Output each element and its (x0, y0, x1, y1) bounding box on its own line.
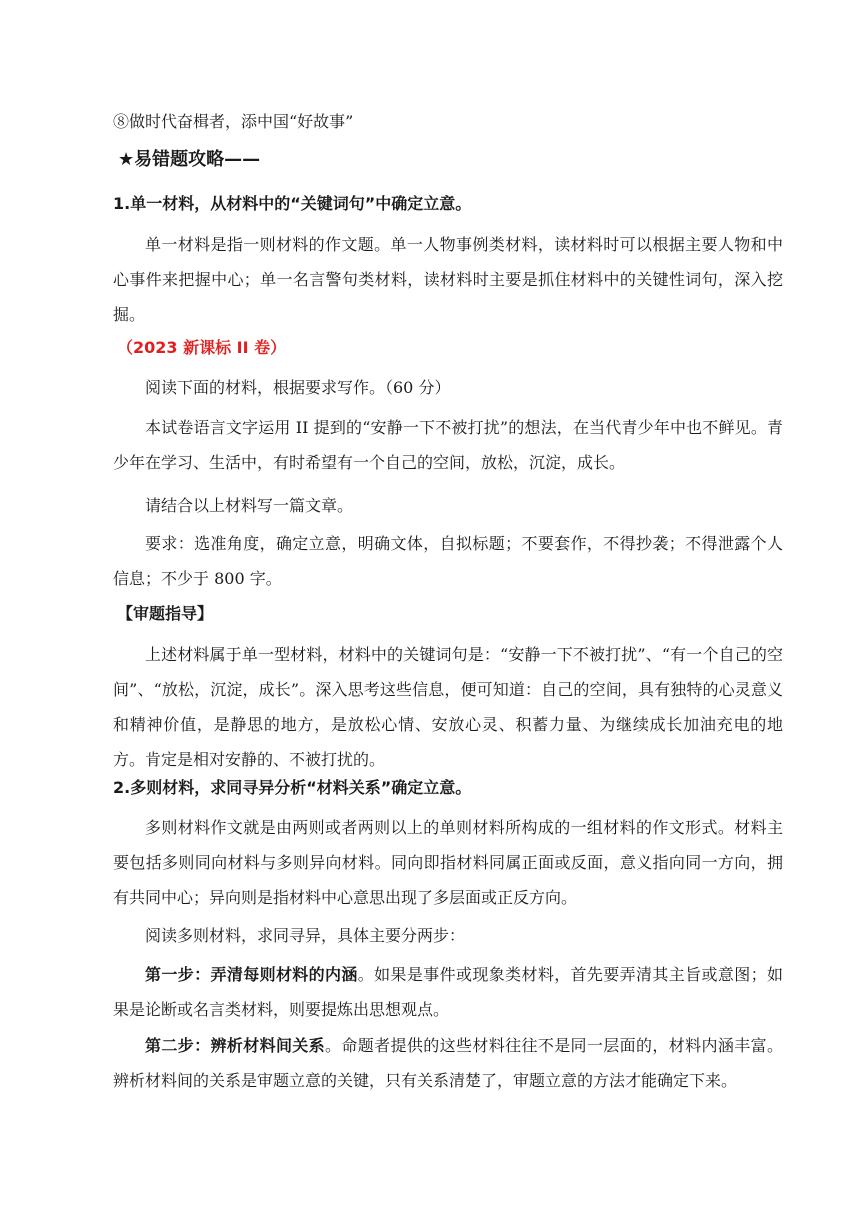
exam-instruction: 请结合以上材料写一篇文章。 (145, 496, 354, 515)
guide-heading: 【审题指导】 (117, 604, 214, 623)
step2-text: 。命题者提供的这些材料往往不是同一层面的，材料内涵丰富。辨析材料间的关系是审题立意的关键，只有关系清楚了，审题立意的方法才能确定下来。 (113, 1036, 783, 1090)
step2-label: 第二步：辨析材料间关系 (145, 1036, 326, 1055)
guide-body: 上述材料属于单一型材料，材料中的关键词句是：“安静一下不被打扰”、“有一个自己的空间”、“放松，沉淀，成长”。深入思考这些信息，便可知道：自己的空间，具有独特的心灵意义和精神价值，是静思的地方，是放松心情、安放心灵、积蓄力量、为继续成长加油充电的地方。肯定是相对安静的、不被打扰的。 (113, 645, 783, 769)
point1-heading: 1.单一材料，从材料中的“关键词句”中确定立意。 (113, 194, 472, 213)
step1-text: 。如果是事件或现象类材料，首先要弄清其主旨或意图；如果是论断或名言类材料，则要提炼出思想观点。 (113, 965, 783, 1019)
section-title: ★易错题攻略—— (118, 149, 261, 170)
exam-requirements: 要求：选准角度，确定立意，明确文体，自拟标题；不要套作，不得抄袭；不得泄露个人信息；不少于 800 字。 (113, 534, 783, 588)
step1-label: 第一步：弄清每则材料的内涵 (145, 965, 358, 984)
exam-material: 本试卷语言文字运用 II 提到的“安静一下不被打扰”的想法，在当代青少年中也不鲜见。青少年在学习、生活中，有时希望有一个自己的空间，放松，沉淀，成长。 (113, 418, 783, 472)
point2-body: 多则材料作文就是由两则或者两则以上的单则材料所构成的一组材料的作文形式。材料主要包括多则同向材料与多则异向材料。同向即指材料同属正面或反面，意义指向同一方向，拥有共同中心；异向则是指材料中心意思出现了多层面或正反方向。 (113, 818, 783, 907)
intro-line: ⑧做时代奋楫者，添中国“好故事” (113, 112, 354, 131)
exam-source: （2023 新课标 II 卷） (117, 338, 287, 357)
exam-prompt: 阅读下面的材料，根据要求写作。（60 分） (145, 378, 451, 397)
step2-paragraph (113, 1028, 783, 1098)
step1-paragraph (113, 957, 783, 1027)
steps-intro: 阅读多则材料，求同寻异，具体主要分两步： (145, 926, 466, 945)
point2-heading: 2.多则材料，求同寻异分析“材料关系”确定立意。 (113, 778, 472, 797)
point1-body: 单一材料是指一则材料的作文题。单一人物事例类材料，读材料时可以根据主要人物和中心事件来把握中心；单一名言警句类材料，读材料时主要是抓住材料中的关键性词句，深入挖掘。 (113, 235, 783, 324)
